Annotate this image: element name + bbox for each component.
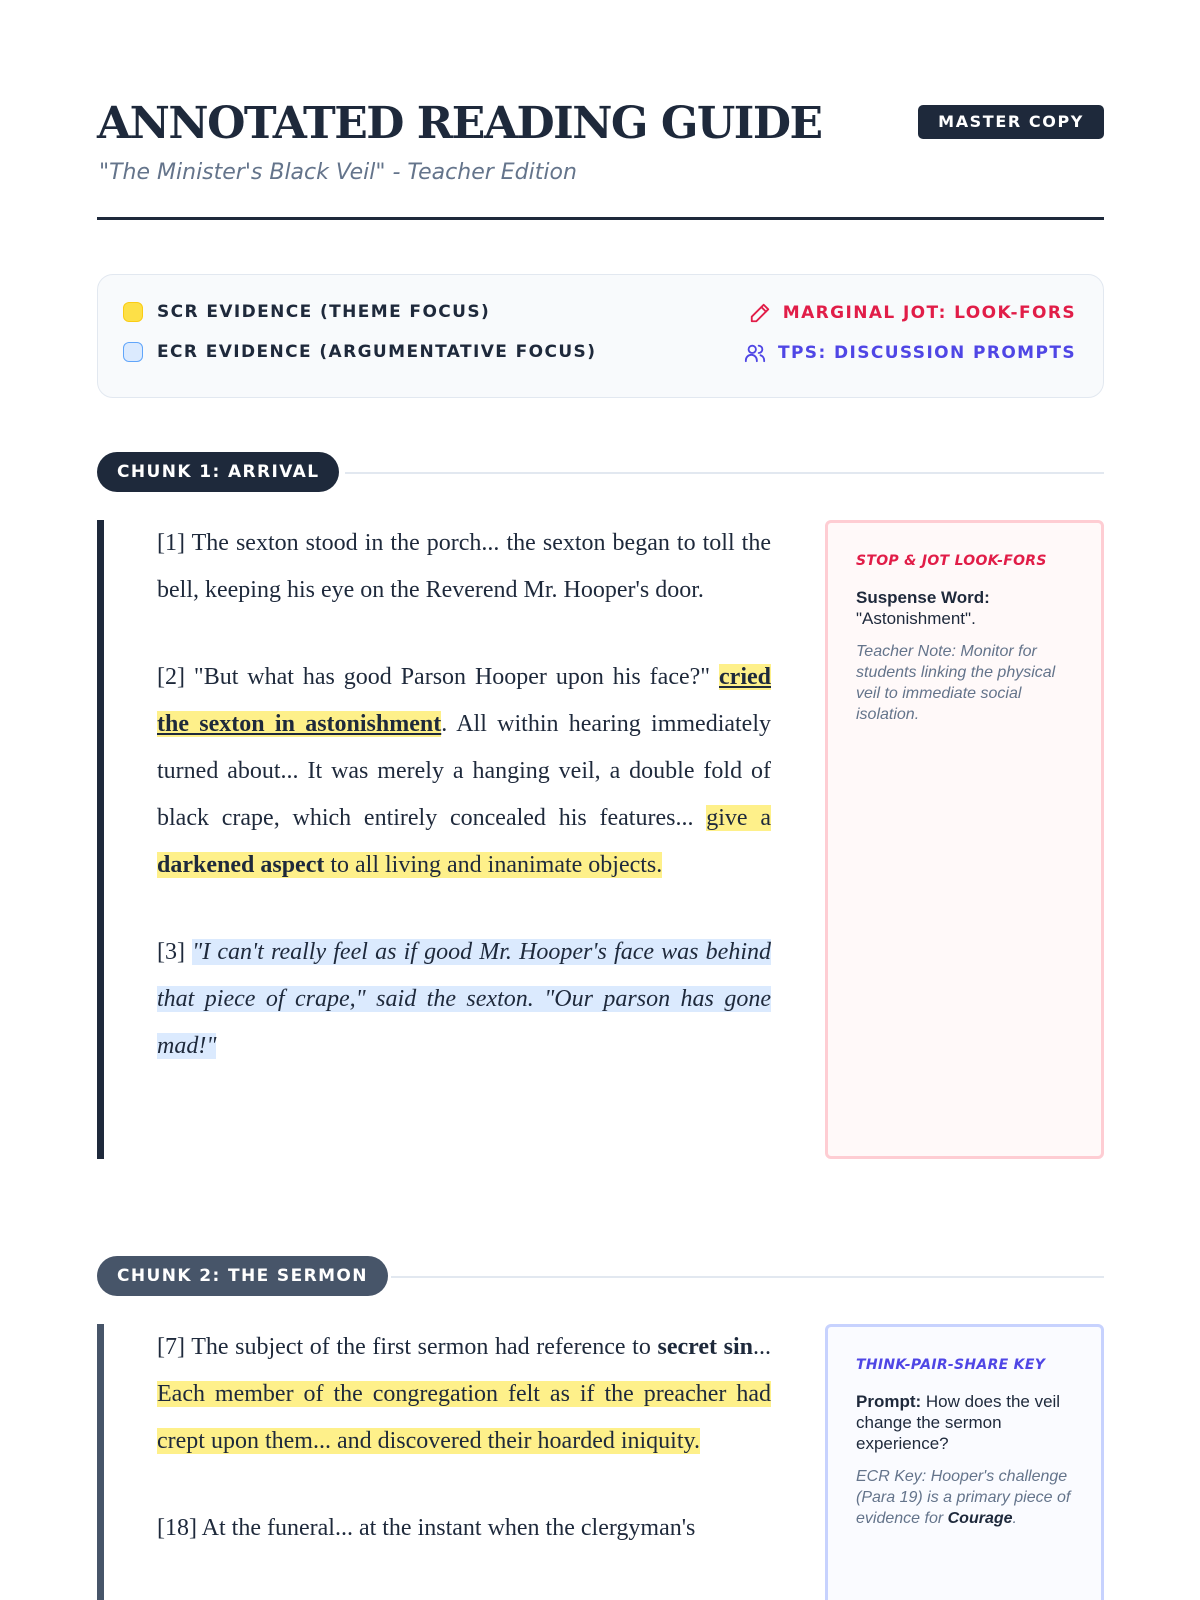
suspense-word — [856, 587, 1073, 629]
stop-jot-heading: STOP & JOT LOOK-FORS — [856, 553, 1047, 569]
chunk-2-bar — [97, 1324, 104, 1600]
suspense-word-label: Suspense Word: — [856, 588, 990, 607]
chunk-1-divider — [345, 472, 1104, 474]
legend-tps-label: TPS: DISCUSSION PROMPTS — [777, 343, 1076, 363]
courage-bold: Courage — [947, 1510, 1013, 1527]
paragraph-7-text-b: ... — [753, 1334, 771, 1360]
ecr-highlight-sexton: "I can't really feel as if good Mr. Hooper's face was behind that piece of crape," said the sexton. "Our parson has gone mad!" — [157, 939, 771, 1059]
legend-scr-label: SCR EVIDENCE (THEME FOCUS) — [157, 302, 491, 322]
paragraph-1: [1] The sexton stood in the porch... the sexton began to toll the bell, keeping his eye on the Reverend Mr. Hooper's door. — [157, 530, 771, 603]
ecr-key-text-b: . — [1012, 1510, 1017, 1527]
chunk-1-reading — [97, 520, 777, 1159]
paragraph-7 — [157, 1324, 771, 1465]
page-subtitle: "The Minister's Black Veil" - Teacher Edition — [99, 160, 577, 185]
suspense-word-value: "Astonishment". — [856, 609, 976, 628]
tps-prompt — [856, 1391, 1073, 1454]
darkened-text-a: give a — [706, 805, 771, 831]
tps-prompt-value: How does the veil change the sermon experience? — [856, 1392, 1061, 1453]
chunk-1-text — [157, 520, 771, 1070]
legend-jot — [749, 302, 1076, 324]
chunk-2-text — [157, 1324, 771, 1552]
legend-panel — [97, 274, 1104, 398]
paragraph-2-text-b: . All within hearing immediately turned about... It was merely a hanging veil, a double fold of black crape, which entirely concealed his features... — [157, 711, 772, 831]
blue-swatch-icon — [123, 342, 143, 362]
legend-scr — [123, 302, 490, 322]
ecr-key-text-a: ECR Key: Hooper's challenge (Para 19) is a primary piece of evidence for — [856, 1468, 1071, 1527]
master-copy-badge: MASTER COPY — [918, 105, 1104, 139]
chunk-2-divider — [391, 1276, 1104, 1278]
tps-prompt-label: Prompt: — [856, 1392, 922, 1411]
paragraph-2-text-a: [2] "But what has good Parson Hooper upon his face?" — [157, 664, 720, 690]
paragraph-3 — [157, 929, 771, 1070]
chunk-2-header — [97, 1256, 1104, 1296]
teacher-note: Teacher Note: Monitor for students linking the physical veil to immediate social isolation. — [856, 643, 1056, 723]
scr-highlight-congregation: Each member of the congregation felt as if the preacher had crept upon them... and discovered their hoarded iniquity. — [157, 1381, 771, 1454]
chunk-2-label: CHUNK 2: THE SERMON — [97, 1256, 388, 1296]
reading-guide-page — [97, 0, 1104, 1600]
paragraph-7-text-a: [7] The subject of the first sermon had reference to — [157, 1334, 658, 1360]
paragraph-3-number: [3] — [157, 939, 193, 965]
paragraph-2 — [157, 654, 771, 889]
chunk-1-header — [97, 452, 1104, 492]
chunk-2-reading — [97, 1324, 777, 1600]
chunk-1-bar — [97, 520, 104, 1159]
stop-jot-note — [825, 520, 1104, 1159]
darkened-aspect-bold: darkened aspect — [157, 852, 325, 878]
legend-ecr-label: ECR EVIDENCE (ARGUMENTATIVE FOCUS) — [157, 342, 597, 362]
tps-heading: THINK-PAIR-SHARE KEY — [856, 1357, 1046, 1373]
legend-jot-label: MARGINAL JOT: LOOK-FORS — [782, 303, 1076, 323]
pencil-icon — [749, 302, 771, 324]
scr-highlight-astonishment: cried the sexton in astonishment — [157, 664, 771, 737]
paragraph-18: [18] At the funeral... at the instant when the clergyman's — [157, 1515, 696, 1541]
document-header — [97, 98, 1104, 220]
page-title: ANNOTATED READING GUIDE — [97, 98, 822, 149]
legend-tps — [744, 342, 1076, 364]
yellow-swatch-icon — [123, 302, 143, 322]
darkened-text-b: to all living and inanimate objects. — [324, 852, 663, 878]
users-icon — [744, 342, 766, 364]
secret-sin-bold: secret sin — [657, 1334, 753, 1360]
chunk-1-label: CHUNK 1: ARRIVAL — [97, 452, 339, 492]
ecr-key-note — [856, 1466, 1073, 1529]
legend-ecr — [123, 342, 596, 362]
think-pair-share-note — [825, 1324, 1104, 1600]
